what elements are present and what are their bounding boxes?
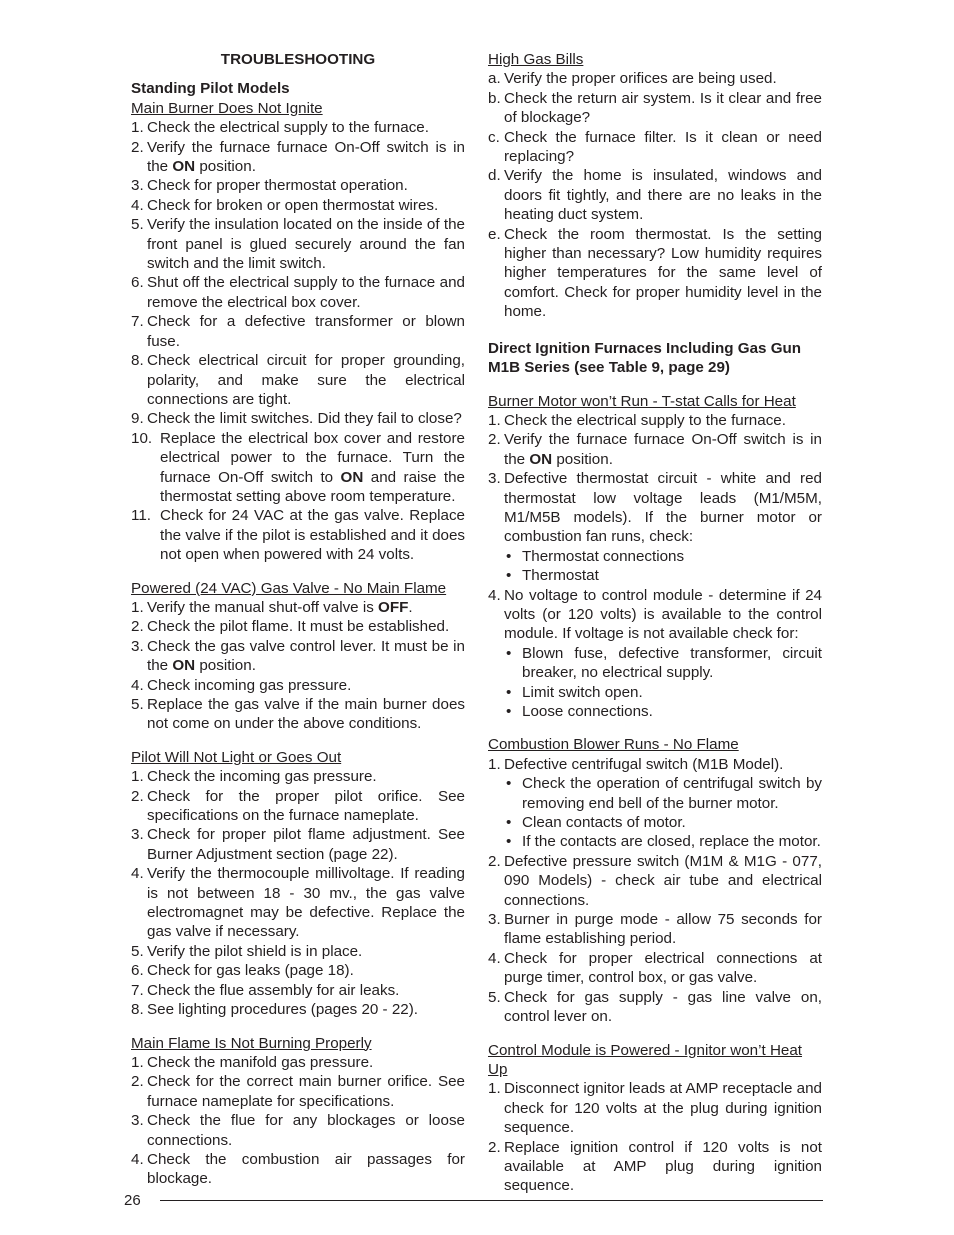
list-item: 5. Check for gas supply - gas line valve on, control lever on. (488, 988, 822, 1026)
list-item: 3. Check for proper pilot flame adjustment. See Burner Adjustment section (page 22). (131, 826, 465, 863)
section-heading: Combustion Blower Runs - No Flame (488, 736, 739, 754)
list-item: 5. Verify the insulation located on the inside of the front panel is glued securely around the fan switch and the limit switch. (131, 216, 465, 273)
list-item: 10. Replace the electrical box cover and restore electrical power to the furnace. Turn the furnace On-Off switch to ON and raise the thermostat setting above room temperature. (131, 429, 465, 505)
section-burner-motor (488, 392, 822, 722)
list-item: 3. Check the flue for any blockages or loose connections. (131, 1112, 465, 1149)
list-item: 11. Check for 24 VAC at the gas valve. Replace the valve if the pilot is established and it does not open when powered with 24 volts. (131, 507, 465, 564)
page-title: TROUBLESHOOTING (220, 51, 376, 68)
section-combustion-blower (488, 735, 822, 1026)
section-pilot (131, 748, 465, 1020)
left-column (131, 50, 465, 1189)
list-item: 2. Defective pressure switch (M1M & M1G - 077, 090 Models) - check air tube and electrical connections. (488, 852, 822, 909)
list-item: 3. Burner in purge mode - allow 75 seconds for flame establishing period. (488, 911, 822, 948)
list-item: 3. Defective thermostat circuit - white and red thermostat low voltage leads (M1/M5M, M1/M5B models). If the burner motor or combustion fan runs, check: (488, 470, 822, 546)
section-heading: Control Module is Powered - Ignitor won’t Heat Up (488, 1041, 803, 1078)
list-item: 1. Check the electrical supply to the furnace. (131, 119, 429, 137)
bullet-item: • Check the operation of centrifugal switch by removing end bell of the burner motor. (488, 774, 822, 813)
section-heading: Main Flame Is Not Burning Properly (131, 1034, 372, 1052)
list-item: 4. Verify the thermocouple millivoltage. If reading is not between 18 - 30 mv., the gas valve electromagnet may be defective. Replace the gas valve if necessary. (131, 865, 465, 941)
list-item: 4. Check for proper electrical connections at purge timer, control box, or gas valve. (488, 949, 822, 987)
list-item: 1. Disconnect ignitor leads at AMP receptacle and check for 120 volts at the plug during ignition sequence. (488, 1080, 822, 1137)
list-item: 2. Verify the furnace furnace On-Off switch is in the ON position. (131, 138, 465, 176)
list-item: e. Check the room thermostat. Is the setting higher than necessary? Low humidity requires higher temperatures for the same level of comfort. Check for proper humidity level in the home. (488, 225, 822, 321)
list-item: c. Check the furnace filter. Is it clean or need replacing? (488, 128, 822, 166)
bullet-item: • Thermostat (488, 566, 822, 585)
list-item: 2. Replace ignition control if 120 volts is not available at AMP plug during ignition sequence. (488, 1138, 822, 1195)
list-item: 4. No voltage to control module - determine if 24 volts (or 120 volts) is available to the control module. If voltage is not available check for: (488, 586, 822, 643)
list-item: 1. Check the manifold gas pressure. (131, 1053, 374, 1071)
list-item: 1. Check the electrical supply to the furnace. (488, 411, 786, 429)
direct-ignition-subtitle: Direct Ignition Furnaces Including Gas Gun M1B Series (see Table 9, page 29) (488, 339, 802, 377)
section-gas-valve (131, 579, 465, 734)
section-high-gas-bills (488, 50, 822, 322)
list-item: 9. Check the limit switches. Did they fail to close? (131, 410, 462, 428)
list-item: 8. See lighting procedures (pages 20 - 22). (131, 1001, 419, 1019)
list-item: 4. Check for broken or open thermostat wires. (131, 196, 439, 214)
section-main-flame (131, 1034, 465, 1189)
list-item: 6. Check for gas leaks (page 18). (131, 962, 354, 980)
section-heading: Pilot Will Not Light or Goes Out (131, 748, 342, 766)
list-item: b. Check the return air system. Is it clear and free of blockage? (488, 89, 822, 127)
list-item: 7. Check for a defective transformer or blown fuse. (131, 313, 465, 350)
list-item: 2. Check for the proper pilot orifice. See specifications on the furnace nameplate. (131, 787, 465, 825)
standing-pilot-subtitle: Standing Pilot Models (131, 80, 290, 98)
list-item: a. Verify the proper orifices are being used. (488, 70, 777, 88)
section-heading: Burner Motor won’t Run - T-stat Calls for Heat (488, 392, 796, 410)
bullet-item: • Clean contacts of motor. (488, 813, 822, 832)
section-main-burner (131, 99, 465, 565)
section-control-module (488, 1041, 822, 1196)
section-heading: Powered (24 VAC) Gas Valve - No Main Flame (131, 579, 447, 597)
list-item: 5. Verify the pilot shield is in place. (131, 942, 363, 960)
list-item: 4. Check the combustion air passages for blockage. (131, 1150, 465, 1188)
section-heading: Main Burner Does Not Ignite (131, 99, 323, 117)
list-item: 1. Verify the manual shut-off valve is OFF. (131, 598, 413, 616)
list-item: 3. Check the gas valve control lever. It must be in the ON position. (131, 637, 465, 675)
list-item: 1. Check the incoming gas pressure. (131, 768, 377, 786)
bullet-item: • If the contacts are closed, replace the motor. (488, 832, 822, 851)
section-heading: High Gas Bills (488, 51, 584, 68)
list-item: 2. Check the pilot flame. It must be established. (131, 618, 450, 636)
page-number: 26 (124, 1192, 141, 1209)
bullet-item: • Thermostat connections (488, 547, 822, 566)
bullet-item: • Blown fuse, defective transformer, circuit breaker, no electrical supply. (488, 644, 822, 683)
list-item: 3. Check for proper thermostat operation. (131, 177, 408, 195)
list-item: d. Verify the home is insulated, windows and doors fit tightly, and there are no leaks in the heating duct system. (488, 167, 822, 224)
list-item: 4. Check incoming gas pressure. (131, 676, 352, 694)
bullet-item: • Limit switch open. (488, 683, 822, 702)
right-column (488, 50, 822, 1196)
footer-rule (160, 1200, 823, 1201)
bullet-item: • Loose connections. (488, 702, 822, 721)
list-item: 2. Verify the furnace furnace On-Off switch is in the ON position. (488, 431, 822, 468)
list-item: 2. Check for the correct main burner orifice. See furnace nameplate for specifications. (131, 1073, 465, 1110)
list-item: 8. Check electrical circuit for proper grounding, polarity, and make sure the electrical connections are tight. (131, 352, 465, 408)
list-item: 6. Shut off the electrical supply to the furnace and remove the electrical box cover. (131, 274, 465, 311)
list-item: 7. Check the flue assembly for air leaks. (131, 981, 400, 999)
list-item: 1. Defective centrifugal switch (M1B Model). (488, 755, 784, 773)
list-item: 5. Replace the gas valve if the main burner does not come on under the above conditions. (131, 696, 465, 733)
